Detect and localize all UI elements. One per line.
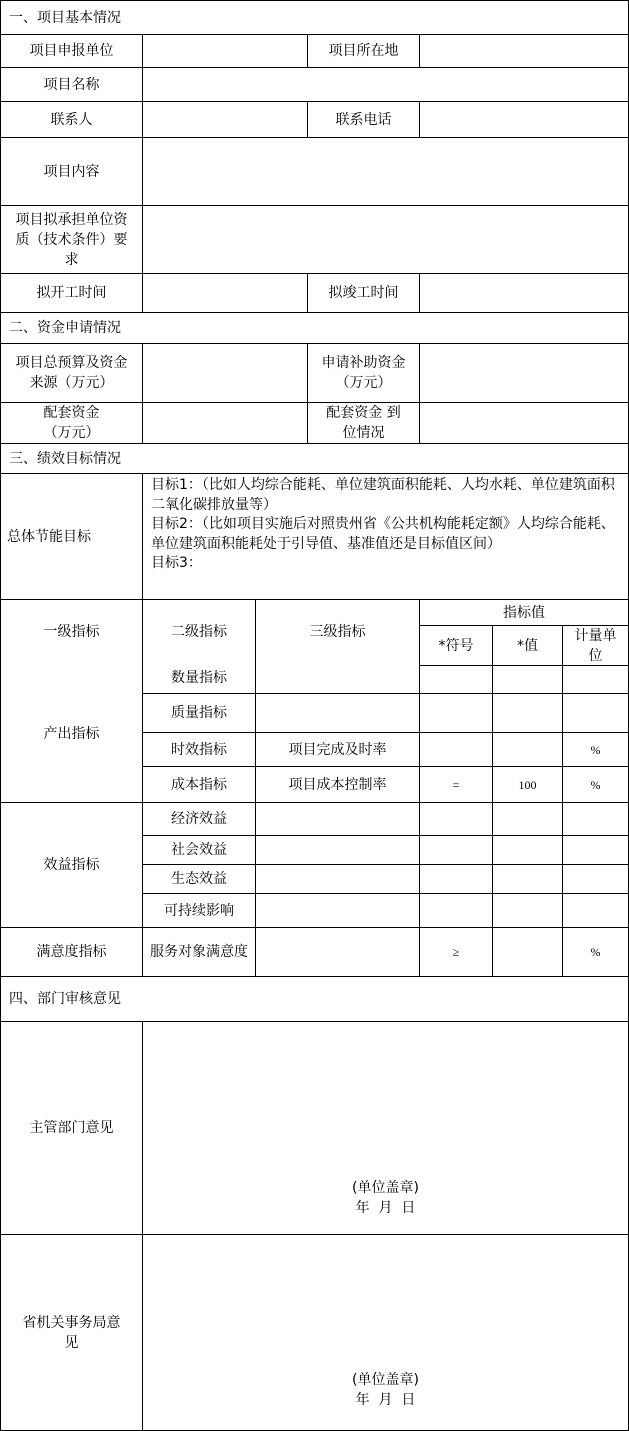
goal-1: 目标1：（比如人均综合能耗、单位建筑面积能耗、人均水耗、单位建筑面积二氧化碳排放量等）	[151, 477, 615, 513]
satisfaction-value[interactable]	[492, 927, 563, 977]
phone-field[interactable]	[419, 101, 629, 138]
ecological-symbol[interactable]	[419, 864, 493, 894]
level1-header: 一级指标	[43, 624, 100, 640]
benefit-indicator-label: 效益指标	[0, 802, 143, 928]
contact-label: 联系人	[0, 101, 143, 138]
quantity-value[interactable]	[492, 665, 563, 694]
phone-label: 联系电话	[307, 101, 420, 138]
section2-title: 二、资金申请情况	[0, 312, 629, 344]
economic-unit[interactable]	[562, 802, 629, 836]
output-indicator-label: 产出指标	[43, 726, 100, 742]
contact-field[interactable]	[142, 101, 308, 138]
quality-unit[interactable]	[562, 693, 629, 733]
end-time-field[interactable]	[419, 273, 629, 313]
level1-column	[0, 599, 143, 803]
unit-header: 计量单位	[562, 625, 629, 666]
social-symbol[interactable]	[419, 835, 493, 865]
section4-title: 四、部门审核意见	[0, 976, 629, 1022]
qualification-field[interactable]	[142, 205, 629, 274]
location-label: 项目所在地	[307, 34, 420, 68]
satisfaction-symbol[interactable]: ≥	[419, 927, 493, 977]
goal-2: 目标2：（比如项目实施后对照贵州省《公共机构能耗定额》人均综合能耗、单位建筑面积能耗处于引导值、基准值还是目标值区间）	[151, 516, 615, 552]
social-unit[interactable]	[562, 835, 629, 865]
cost-level3: 项目成本控制率	[255, 766, 420, 803]
dept-opinion-label: 主管部门意见	[0, 1021, 143, 1235]
economic-level3[interactable]	[255, 802, 420, 836]
ecological-level3[interactable]	[255, 864, 420, 894]
level2-header: 二级指标	[171, 624, 227, 640]
service-satisfaction: 服务对象满意度	[142, 927, 256, 977]
location-field[interactable]	[419, 34, 629, 68]
start-time-field[interactable]	[142, 273, 308, 313]
level3-header-cell[interactable]	[255, 599, 420, 694]
matching-label: 配套资金（万元）	[0, 402, 143, 444]
timeliness-unit: %	[562, 732, 629, 767]
sustainable-unit[interactable]	[562, 893, 629, 928]
dept-opinion-field[interactable]	[142, 1021, 629, 1235]
cost-symbol[interactable]: =	[419, 766, 493, 803]
quality-symbol[interactable]	[419, 693, 493, 733]
section1-title: 一、项目基本情况	[0, 0, 629, 35]
social-benefit: 社会效益	[142, 835, 256, 865]
quantity-unit[interactable]	[562, 665, 629, 694]
sustainable-impact: 可持续影响	[142, 893, 256, 928]
indicator-value-header: 指标值	[419, 599, 629, 626]
social-level3[interactable]	[255, 835, 420, 865]
quantity-symbol[interactable]	[419, 665, 493, 694]
qualification-label: 项目拟承担单位资质（技术条件）要求	[0, 205, 143, 274]
satisfaction-level3[interactable]	[255, 927, 420, 977]
overall-goal-label: 总体节能目标	[0, 473, 143, 600]
ecological-benefit: 生态效益	[142, 864, 256, 894]
social-value[interactable]	[492, 835, 563, 865]
bureau-date: 年 月 日	[355, 1392, 416, 1408]
content-label: 项目内容	[0, 137, 143, 206]
cost-indicator: 成本指标	[142, 766, 256, 803]
cost-unit: %	[562, 766, 629, 803]
economic-benefit: 经济效益	[142, 802, 256, 836]
dept-stamp: (单位盖章)	[352, 1180, 419, 1196]
applicant-unit-label: 项目申报单位	[0, 34, 143, 68]
bureau-opinion-field[interactable]	[142, 1234, 629, 1431]
dept-date: 年 月 日	[355, 1200, 416, 1216]
timeliness-value[interactable]	[492, 732, 563, 767]
satisfaction-unit: %	[562, 927, 629, 977]
ecological-value[interactable]	[492, 864, 563, 894]
symbol-header: *符号	[419, 625, 493, 666]
cost-value[interactable]: 100	[492, 766, 563, 803]
quality-indicator: 质量指标	[142, 693, 256, 733]
ecological-unit[interactable]	[562, 864, 629, 894]
start-time-label: 拟开工时间	[0, 273, 143, 313]
sustainable-value[interactable]	[492, 893, 563, 928]
matching-field[interactable]	[142, 402, 308, 444]
goal-3: 目标3：	[151, 555, 202, 571]
quality-level3[interactable]	[255, 693, 420, 733]
sustainable-level3[interactable]	[255, 893, 420, 928]
satisfaction-indicator-label: 满意度指标	[0, 927, 143, 977]
timeliness-symbol[interactable]	[419, 732, 493, 767]
economic-symbol[interactable]	[419, 802, 493, 836]
economic-value[interactable]	[492, 802, 563, 836]
subsidy-label: 申请补助资金（万元）	[307, 343, 420, 403]
budget-field[interactable]	[142, 343, 308, 403]
budget-label: 项目总预算及资金来源（万元）	[0, 343, 143, 403]
project-name-label: 项目名称	[0, 67, 143, 102]
bureau-opinion-label: 省机关事务局意见	[0, 1234, 143, 1431]
timeliness-indicator: 时效指标	[142, 732, 256, 767]
content-field[interactable]	[142, 137, 629, 206]
quantity-indicator: 数量指标	[171, 670, 227, 686]
overall-goals[interactable]	[142, 473, 629, 600]
bureau-stamp: (单位盖章)	[352, 1372, 419, 1388]
value-header: *值	[492, 625, 563, 666]
matching-status-field[interactable]	[419, 402, 629, 444]
level3-header: 三级指标	[309, 624, 366, 640]
quality-value[interactable]	[492, 693, 563, 733]
subsidy-field[interactable]	[419, 343, 629, 403]
applicant-unit-field[interactable]	[142, 34, 308, 68]
section3-title: 三、绩效目标情况	[0, 443, 629, 474]
end-time-label: 拟竣工时间	[307, 273, 420, 313]
matching-status-label: 配套资金 到位情况	[307, 402, 420, 444]
sustainable-symbol[interactable]	[419, 893, 493, 928]
project-name-field[interactable]	[142, 67, 629, 102]
level2-header-cell	[142, 599, 256, 694]
timeliness-level3: 项目完成及时率	[255, 732, 420, 767]
